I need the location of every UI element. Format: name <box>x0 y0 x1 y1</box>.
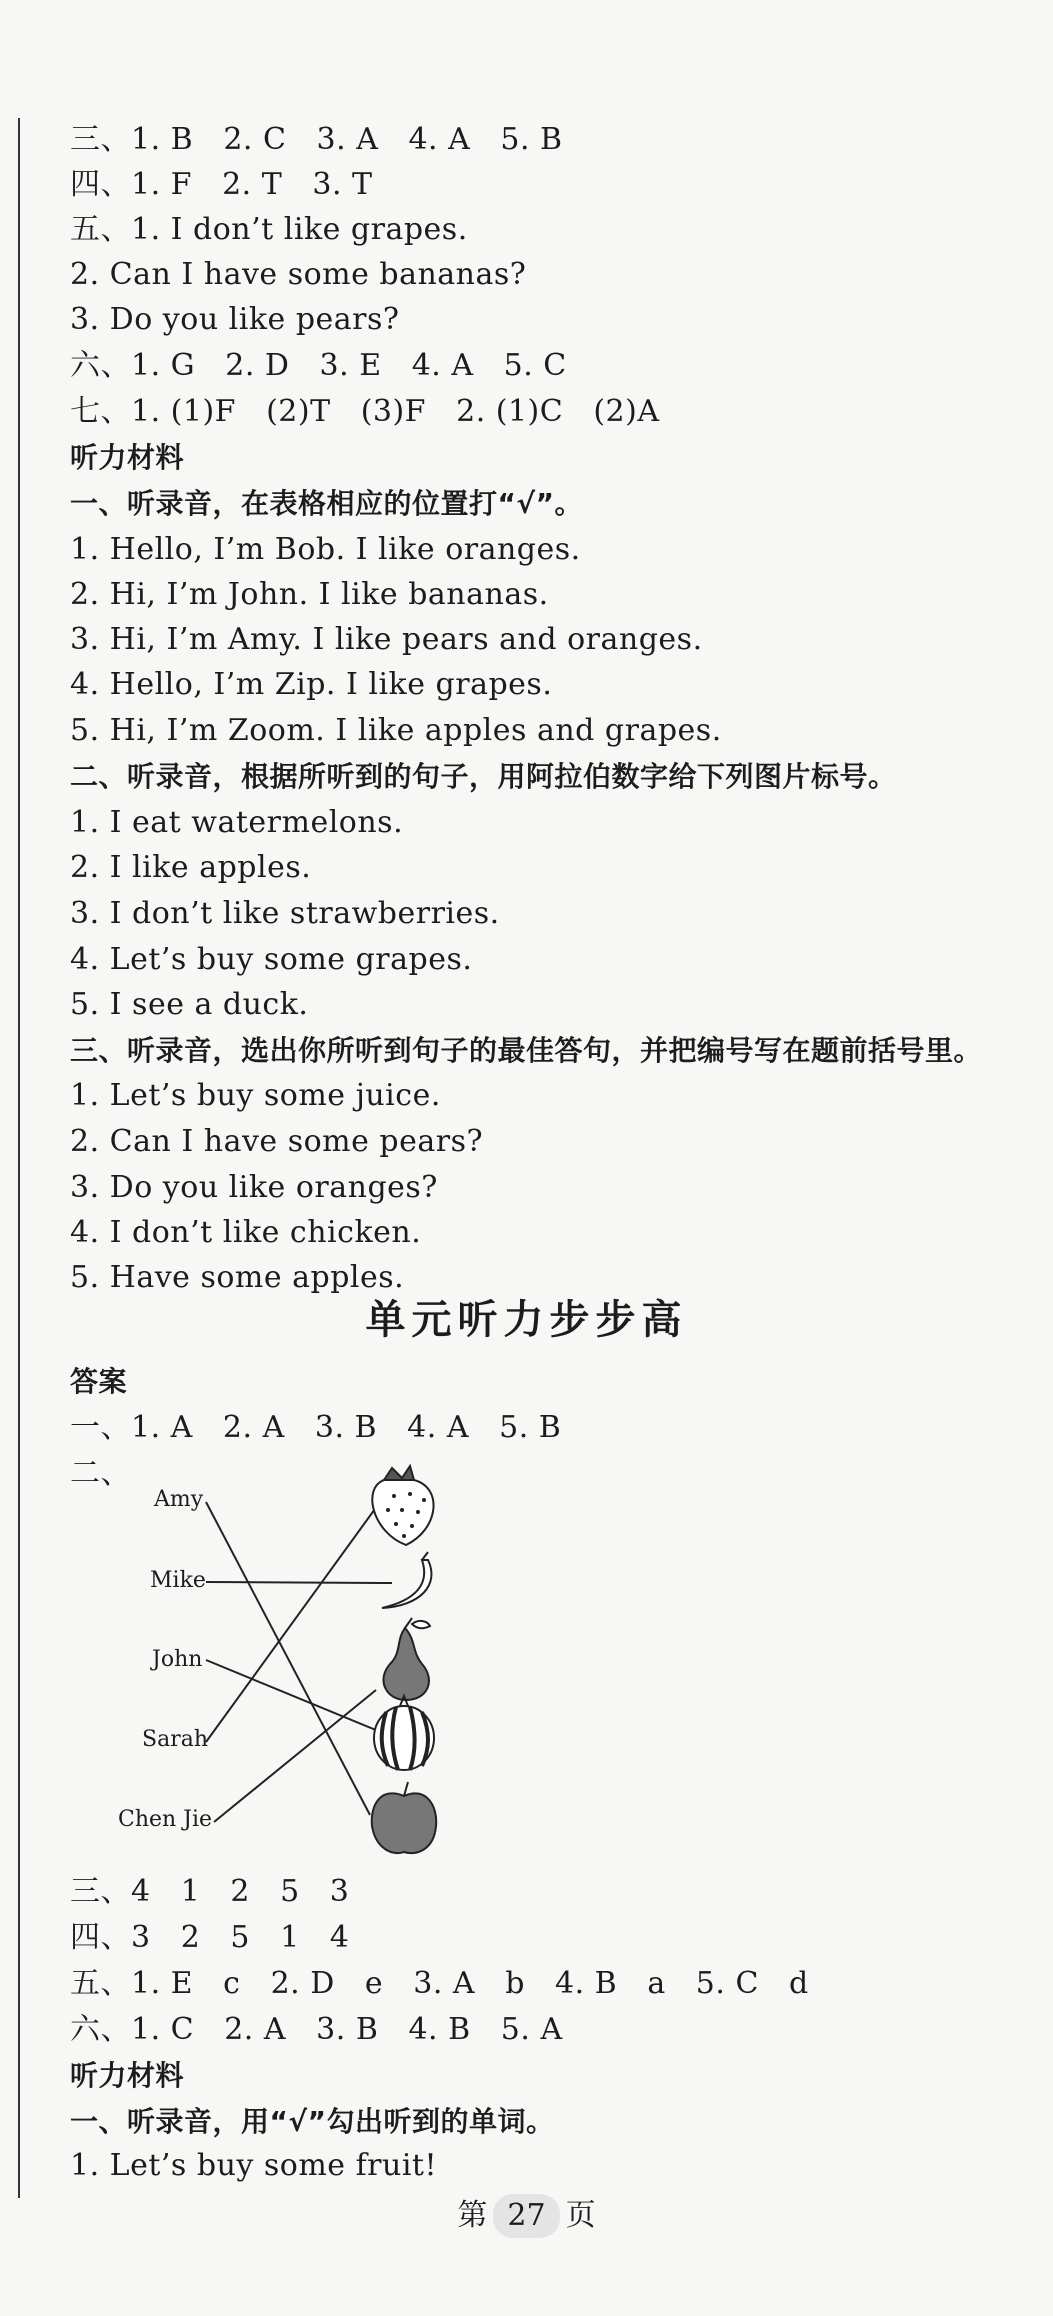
match-name-mike: Mike <box>150 1568 206 1593</box>
transcript-line: 3. Do you like oranges? <box>70 1170 438 1205</box>
answer-line: 三、4 1 2 5 3 <box>70 1874 350 1909</box>
listening-material-heading: 听力材料 <box>70 441 185 474</box>
answer-line: 一、1. A 2. A 3. B 4. A 5. B <box>70 1410 562 1445</box>
match-name-sarah: Sarah <box>142 1727 208 1752</box>
watermelon-icon <box>374 1696 434 1770</box>
apple-icon <box>372 1782 436 1853</box>
match-name-amy: Amy <box>154 1487 204 1512</box>
transcript-line: 4. I don’t like chicken. <box>70 1215 422 1250</box>
banana-icon <box>382 1552 431 1608</box>
transcript-line: 5. Hi, I’m Zoom. I like apples and grapes. <box>70 713 722 748</box>
question-heading: 一、听录音，在表格相应的位置打“√”。 <box>70 487 583 520</box>
transcript-line: 4. Let’s buy some grapes. <box>70 942 473 977</box>
transcript-line: 2. I like apples. <box>70 850 312 885</box>
transcript-line: 1. Hello, I’m Bob. I like oranges. <box>70 532 581 567</box>
answer-line: 二、 <box>70 1456 131 1491</box>
match-line-mike <box>206 1582 392 1583</box>
transcript-line: 2. Hi, I’m John. I like bananas. <box>70 577 549 612</box>
transcript-line: 3. Hi, I’m Amy. I like pears and oranges. <box>70 622 703 657</box>
question-heading: 三、听录音，选出你所听到句子的最佳答句，并把编号写在题前括号里。 <box>70 1034 983 1067</box>
strawberry-icon <box>372 1466 433 1545</box>
transcript-line: 5. Have some apples. <box>70 1260 405 1295</box>
answer-line: 四、3 2 5 1 4 <box>70 1920 350 1955</box>
page-prefix: 第 <box>457 2198 488 2233</box>
transcript-line: 4. Hello, I’m Zip. I like grapes. <box>70 667 553 702</box>
answer-line: 六、1. G 2. D 3. E 4. A 5. C <box>70 348 567 383</box>
transcript-line: 1. Let’s buy some fruit! <box>70 2148 438 2183</box>
transcript-line: 5. I see a duck. <box>70 987 309 1022</box>
unit-title: 单元听力步步高 <box>365 1297 688 1343</box>
answer-line: 2. Can I have some bananas? <box>70 257 527 292</box>
answer-line: 六、1. C 2. A 3. B 4. B 5. A <box>70 2012 563 2047</box>
page-number: 27 <box>493 2194 559 2238</box>
match-name-chenjie: Chen Jie <box>118 1807 213 1832</box>
answer-line: 3. Do you like pears? <box>70 302 400 337</box>
transcript-line: 2. Can I have some pears? <box>70 1124 484 1159</box>
answer-line: 五、1. I don’t like grapes. <box>70 212 468 247</box>
answer-line: 五、1. E c 2. D e 3. A b 4. B a 5. C d <box>70 1966 809 2001</box>
match-name-john: John <box>152 1647 203 1672</box>
match-line-sarah <box>206 1502 380 1742</box>
page-footer <box>0 2194 1053 2238</box>
transcript-line: 1. Let’s buy some juice. <box>70 1078 441 1113</box>
question-heading: 一、听录音，用“√”勾出听到的单词。 <box>70 2105 555 2138</box>
pear-icon <box>383 1618 430 1700</box>
matching-lines <box>206 1502 392 1822</box>
question-heading: 二、听录音，根据所听到的句子，用阿拉伯数字给下列图片标号。 <box>70 760 897 793</box>
answer-line: 七、1. (1)F (2)T (3)F 2. (1)C (2)A <box>70 394 660 429</box>
answer-line: 三、1. B 2. C 3. A 4. A 5. B <box>70 122 563 157</box>
page-suffix: 页 <box>565 2198 596 2233</box>
transcript-line: 3. I don’t like strawberries. <box>70 896 500 931</box>
listening-material-heading: 听力材料 <box>70 2059 185 2092</box>
transcript-line: 1. I eat watermelons. <box>70 805 404 840</box>
match-line-chenjie <box>214 1690 376 1822</box>
answer-line: 四、1. F 2. T 3. T <box>70 167 373 202</box>
answers-heading: 答案 <box>70 1365 128 1398</box>
match-line-john <box>206 1660 388 1735</box>
